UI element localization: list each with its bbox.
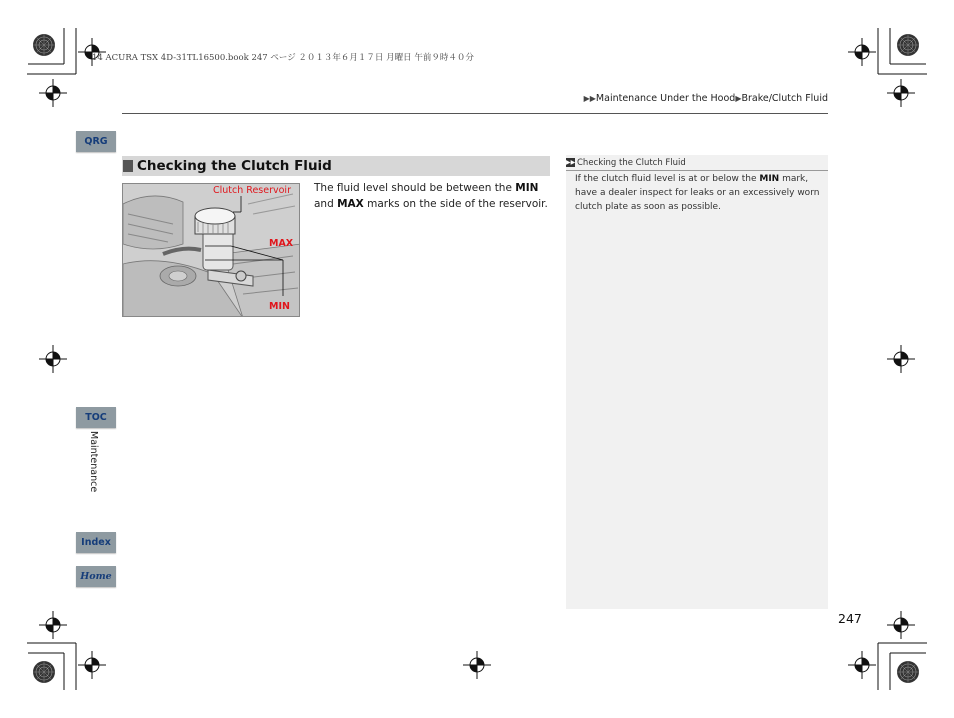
home-button[interactable]: Home (76, 566, 116, 587)
breadcrumb-item-brake-clutch-fluid[interactable]: Brake/Clutch Fluid (741, 93, 828, 104)
header-rule (122, 113, 828, 114)
print-info-line: 14 ACURA TSX 4D-31TL16500.book 247 ページ ２０１３年６月１７日 月曜日 午前９時４０分 (92, 53, 474, 63)
double-right-arrow-icon: ▶▶ (583, 94, 596, 103)
section-tab (84, 431, 104, 501)
min-term: MIN (515, 182, 539, 194)
clutch-reservoir-figure (122, 183, 300, 317)
toc-button[interactable]: TOC (76, 407, 116, 428)
engine-bay-illustration (123, 184, 300, 317)
double-right-arrow-icon: ▶▶ (566, 159, 576, 166)
right-arrow-icon: ▶ (735, 94, 742, 103)
breadcrumb-item-maintenance-under-hood[interactable]: Maintenance Under the Hood (595, 93, 736, 104)
label-max: MAX (269, 238, 294, 249)
label-clutch-reservoir: Clutch Reservoir (213, 185, 291, 196)
page-number: 247 (838, 611, 862, 626)
body-paragraph: The fluid level should be between the MIN and MAX marks on the side of the reservoir. (314, 182, 548, 210)
label-min: MIN (269, 301, 290, 312)
note-heading-text: Checking the Clutch Fluid (577, 157, 686, 168)
section-heading (122, 156, 550, 176)
max-term: MAX (337, 198, 364, 210)
square-bullet-icon (123, 160, 133, 172)
section-title: Checking the Clutch Fluid (137, 158, 332, 174)
index-button[interactable]: Index (76, 532, 116, 553)
qrg-button[interactable]: QRG (76, 131, 116, 152)
breadcrumb (584, 93, 828, 104)
note-min-term: MIN (759, 174, 780, 184)
section-tab-label: Maintenance (88, 431, 99, 493)
note-text: If the clutch fluid level is at or below the MIN mark, have a dealer inspect for leaks or an excessively worn clutch plate as soon as possible. (575, 174, 820, 212)
note-panel (566, 155, 828, 609)
note-heading (566, 155, 828, 171)
